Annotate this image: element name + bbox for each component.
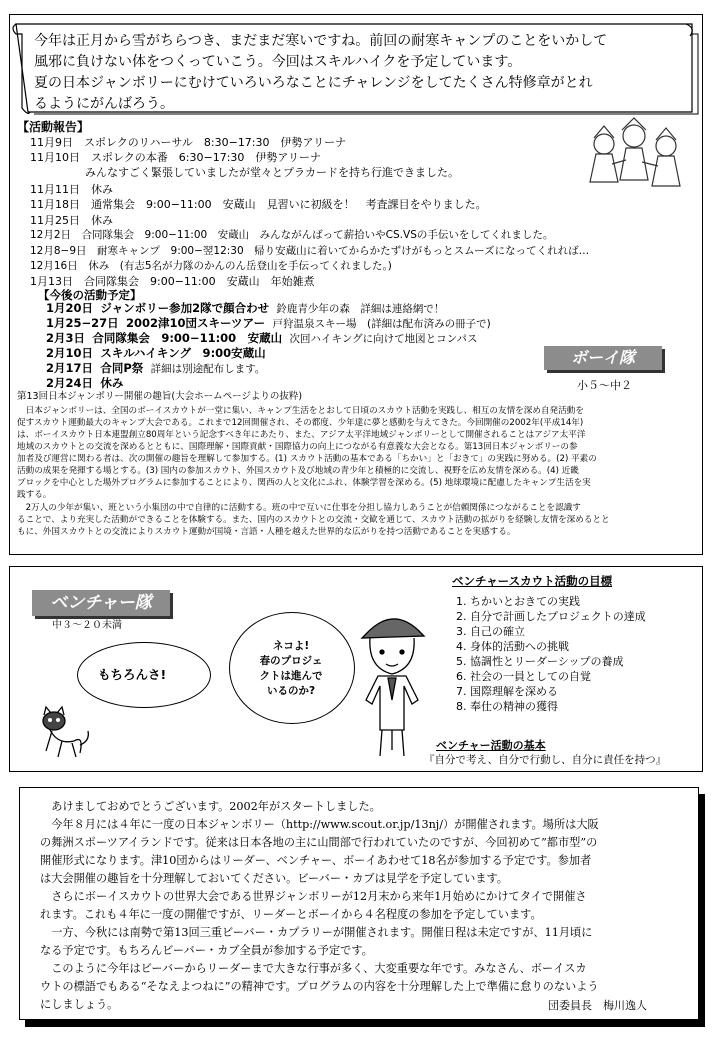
chair-line: 開催形式になります。津10団からはリーダー、ベンチャー、ボーイあわせて18名が参加する予定です。参加者 xyxy=(40,854,592,867)
jamboree-line: 地域のスカウトとの交流を深めるとともに、国際理解・国際貢献・国際協力の向上につながる有意義な大会となる。第13回日本ジャンボリーの参 xyxy=(17,442,578,452)
report-item: 12月2日 合同隊集会 9:00−11:00 安蔵山 みんながんばって薪拾いやCS.VSの手伝いをしてくれました。 xyxy=(30,229,554,241)
intro-line: 夏の日本ジャンボリーにむけていろいろなことにチャレンジをしてたくさん特修章がとれ xyxy=(34,75,593,91)
plan-date: 1月25−27日 xyxy=(46,316,119,330)
goal-item: 8. 奉仕の精神の獲得 xyxy=(456,700,558,713)
plan-date: 2月24日 xyxy=(46,376,94,390)
chair-line: 今年８月には４年に一度の日本ジャンボリー（http://www.scout.or.jp/13nj/）が開催されます。場所は大阪 xyxy=(40,818,599,831)
chair-line: ウトの標語でもある“そなえよつねに”の精神です。プログラムの内容を十分理解した上で準備に怠りのないよう xyxy=(40,980,599,993)
chair-line: このように今年はビーバーからリーダーまで大きな行事が多く、大変重要な年です。みなさん、ボーイスカ xyxy=(40,962,587,975)
report-item: 12月8−9日 耐寒キャンプ 9:00−翌12:30 帰り安蔵山に着いてからかたずけがもっとスムーズになってくれれば… xyxy=(30,245,590,257)
scouts-illustration xyxy=(582,116,692,196)
chair-line: あけましておめでとうございます。2002年がスタートしました。 xyxy=(40,800,381,813)
plan-item xyxy=(46,375,123,391)
goal-item: 4. 身体的活動への挑戦 xyxy=(456,640,569,653)
report-item: 1月13日 合同隊集会 9:00−11:00 安蔵山 年始雑煮 xyxy=(30,275,315,288)
plan-item xyxy=(46,330,477,346)
goal-item: 6. 社会の一員としての自覚 xyxy=(456,670,591,683)
basic-text: 『自分で考え、自分で行動し、自分に責任を持つ』 xyxy=(424,754,667,766)
intro-line: 風邪に負けない体をつくっていこう。今回はスキルハイクを予定しています。 xyxy=(34,54,522,70)
jamboree-line: 践する。 xyxy=(17,490,52,500)
cat-illustration xyxy=(28,705,98,765)
plan-item xyxy=(46,360,265,376)
chair-line: れます。これも４年に一度の開催ですが、リーダーとボーイから４名程度の参加を予定しています。 xyxy=(40,908,542,921)
jamboree-line: 活動の成果を発揮する場とする。(3) 国内の参加スカウト、外国スカウト及び地域の青少年と積極的に交流し、視野を広め友情を深める。(4) 近畿 xyxy=(17,466,579,476)
jamboree-line: 2万人の少年が集い、班という小集団の中で自律的に活動する。班の中で互いに仕事を分担し協力しあうことが信頼関係につながることを認識す xyxy=(17,503,581,513)
jamboree-line: 加者及び運営に関わる者は、次の開催の趣旨を理解して参加する。(1) スカウト活動の基本である「ちかい」と「おきて」の実践に努める。(2) 平素の xyxy=(17,454,597,464)
scout-boy-illustration xyxy=(352,600,432,760)
jamboree-line: ることで、より充実した活動ができることを体験する。また、国内のスカウトとの交流・交歓を通じて、スカウト活動の拡がりを経験し友情を深めるとと xyxy=(17,515,610,525)
plan-text: 合同隊集会 9:00−11:00 安蔵山 xyxy=(92,331,283,345)
bubble-left-text: もちろんさ! xyxy=(98,667,167,682)
plan-item xyxy=(46,315,491,331)
basic-title: ベンチャー活動の基本 xyxy=(436,739,546,752)
plan-text: 休み xyxy=(100,376,124,390)
goal-item: 5. 協調性とリーダーシップの養成 xyxy=(456,655,624,668)
plan-title: 【今後の活動予定】 xyxy=(38,288,142,302)
jamboree-title: 第13回日本ジャンボリー開催の趣旨(大会ホームページよりの抜粋) xyxy=(17,391,303,402)
jamboree-line: は、ボーイスカウト日本連盟創立80周年という記念すべき年にあたり、また、アジア太平洋地域ジャンボリーとして開催されることはアジア太平洋 xyxy=(17,430,586,440)
venture-troop-badge: ベンチャー隊 xyxy=(32,590,170,616)
goal-item: 3. 自己の確立 xyxy=(456,625,525,638)
goal-item: 2. 自分で計画したプロジェクトの達成 xyxy=(456,610,646,623)
plan-note: 鈴鹿青少年の森 詳細は連絡網で！ xyxy=(276,303,445,315)
plan-text: 2002津10団スキーツアー xyxy=(125,316,266,330)
bubble-right-line: クトは進んで xyxy=(259,670,323,682)
boy-troop-badge: ボーイ隊 xyxy=(544,346,662,370)
chair-line: さらにボーイスカウトの世界大会である世界ジャンボリーが12月末から来年1月始めにかけてタイで開催さ xyxy=(40,890,587,903)
plan-date: 2月17日 xyxy=(46,361,94,375)
report-item: 11月25日 休み xyxy=(30,214,113,227)
chair-line: にしましょう。 xyxy=(40,998,119,1011)
bubble-right-line: 春のプロジェ xyxy=(259,655,323,667)
report-item: 11月10日 スポレクの本番 6:30−17:30 伊勢アリーナ xyxy=(30,151,321,164)
report-item: 11月11日 休み xyxy=(30,183,113,196)
goal-item: 7. 国際理解を深める xyxy=(456,685,558,698)
plan-note: 詳細は別途配布します。 xyxy=(150,363,266,375)
report-item: 11月9日 スポレクのリハーサル 8:30−17:30 伊勢アリーナ xyxy=(30,136,347,149)
chair-line: なる予定です。もちろんビーバー・カブ全員が参加する予定です。 xyxy=(40,944,373,957)
jamboree-line: 促すスカウト運動最大のキャンプ大会である。これまで12回開催され、その都度、少年達に夢と感動を与えてきた。今回開催の2002年(平成14年) xyxy=(17,418,584,428)
bubble-right-line: いるのか? xyxy=(266,685,316,697)
chair-line: の舞洲スポーツアイランドです。従来は日本各地の主に山間部で行われていたのですが、今回初めて”都市型”の xyxy=(40,836,598,849)
jamboree-line: もに、外国スカウトとの交流によりスカウト運動が国境・言語・人種を越えた世界的な広がりを持つ活動であることを実感する。 xyxy=(17,527,516,537)
report-title: 【活動報告】 xyxy=(17,120,90,134)
bubble-right-text xyxy=(239,638,343,698)
plan-item xyxy=(46,300,444,316)
report-item: 12月16日 休み (有志5名が力隊のかんのん岳登山を手伝ってくれました。) xyxy=(30,260,392,272)
intro-line: 今年は正月から雪がちらつき、まだまだ寒いですね。前回の耐寒キャンプのことをいかして xyxy=(34,33,608,49)
plan-text: スキルハイキング 9:00安蔵山 xyxy=(100,346,266,360)
chair-line: は大会開催の趣旨を十分理解しておいてください。ビーバー・カブは見学を予定しています。 xyxy=(40,872,508,885)
plan-note: 戸狩温泉スキー場 (詳細は配布済みの冊子で) xyxy=(272,318,491,330)
jamboree-line: ブロックを中心とした場外プログラムに参加することにより、関西の人と文化にふれ、体験学習を深める。(5) 地球環境に配慮したキャンプ生活を実 xyxy=(17,478,591,488)
plan-item xyxy=(46,345,266,361)
report-item: みんなすごく緊張していましたが堂々とプラカードを持ち行進できました。 xyxy=(30,166,459,179)
goals-title: ベンチャースカウト活動の目標 xyxy=(452,574,613,588)
plan-text: 合同P祭 xyxy=(100,361,144,375)
chair-line: 一方、今秋には南勢で第13回三重ビーバー・カプラリーが開催されます。開催日程は未定ですが、11月頃に xyxy=(40,926,593,939)
plan-date: 2月10日 xyxy=(46,346,94,360)
bubble-right-line: ネコよ! xyxy=(272,640,310,652)
plan-text: ジャンボリー参加2隊で顔合わせ xyxy=(100,301,270,315)
report-item: 11月18日 通常集会 9:00−11:00 安蔵山 見習いに初級を！ 考査課目をやりました。 xyxy=(30,198,487,211)
boy-grade: 小５〜中２ xyxy=(577,379,632,392)
plan-note: 次回ハイキングに向けて地図とコンパス xyxy=(289,333,478,345)
jamboree-line: 日本ジャンボリーは、全国のボーイスカウトが一堂に集い、キャンプ生活をとおして日頃のスカウト活動を実践し、相互の友情を深め自発活動を xyxy=(17,406,584,416)
plan-date: 2月3日 xyxy=(46,331,86,345)
intro-line: るようにがんばろう。 xyxy=(34,96,174,112)
goal-item: 1. ちかいとおきての実践 xyxy=(456,595,580,608)
plan-date: 1月20日 xyxy=(46,301,94,315)
chair-signature: 団委員長 梅川逸人 xyxy=(548,999,647,1012)
venture-grade: 中３〜２０未満 xyxy=(52,620,122,631)
